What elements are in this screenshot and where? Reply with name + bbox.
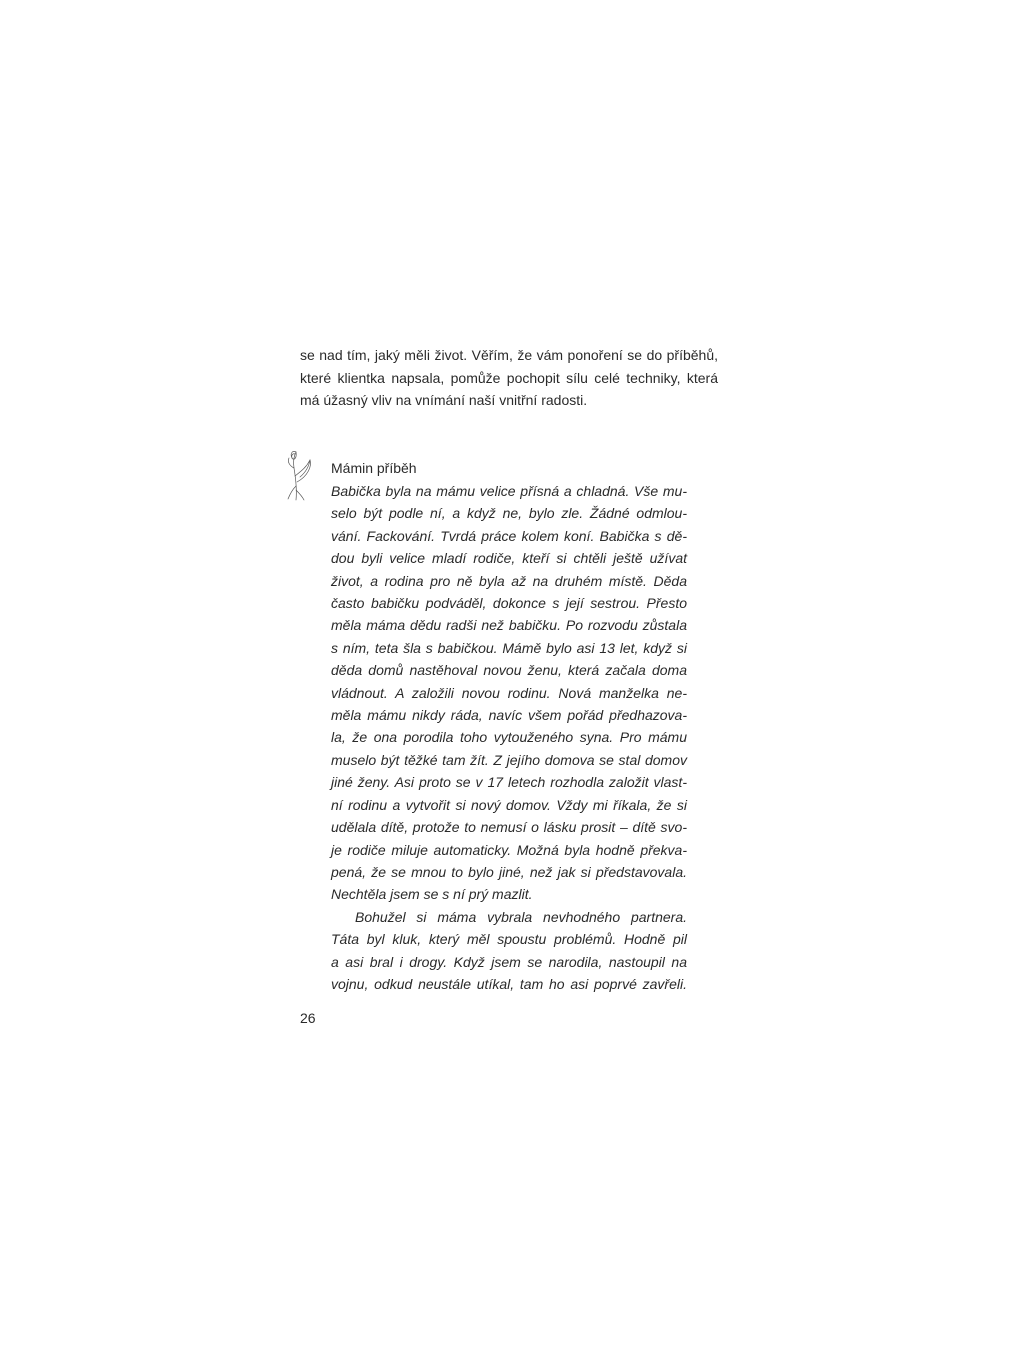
story-line: pená, že se mnou to bylo jiné, než jak si představovala. xyxy=(331,863,687,880)
story-line: s ním, teta šla s babičkou. Mámě bylo asi 13 let, když si xyxy=(331,639,687,656)
story-line: měla mámu nikdy ráda, navíc všem pořád předhazova- xyxy=(331,707,687,724)
story-line: la, že ona porodila toho vytouženého syna. Pro mámu xyxy=(331,729,687,746)
page-number: 26 xyxy=(300,1010,316,1026)
story-line: ní rodinu a vytvořit si nový domov. Vždy mi říkala, že si xyxy=(331,796,687,813)
story-line: měla máma dědu radši než babičku. Po rozvodu zůstala xyxy=(331,617,687,634)
story-line: dou byli velice mladí rodiče, kteří si chtěli ještě užívat xyxy=(331,550,687,567)
story-line: muselo být těžké tam žít. Z jejího domova se stal domov xyxy=(331,751,687,768)
story-line: Nechtěla jsem se s ní prý mazlit. xyxy=(331,886,533,903)
story-line: Táta byl kluk, který měl spoustu problémů. Hodně pil xyxy=(331,931,687,948)
flower-icon xyxy=(282,446,318,502)
story-line: Bohužel si máma vybrala nevhodného partnera. xyxy=(355,908,687,925)
story-line: vládnout. A založili novou rodinu. Nová manželka ne- xyxy=(331,684,687,701)
story-title: Mámin příběh xyxy=(331,460,417,476)
story-line: vojnu, odkud neustále utíkal, tam ho asi poprvé zavřeli. xyxy=(331,975,687,992)
story-line: často babičku podváděl, dokonce s její sestrou. Přesto xyxy=(331,595,687,612)
story-line: děda domů nastěhoval novou ženu, která začala doma xyxy=(331,662,687,679)
intro-line: má úžasný vliv na vnímání naší vnitřní radosti. xyxy=(300,392,588,408)
story-line: život, a rodina pro ně byla až na druhém místě. Děda xyxy=(331,572,687,589)
story-line: udělala dítě, protože to nemusí o lásku prosit – dítě svo- xyxy=(331,819,687,836)
intro-paragraph xyxy=(300,344,718,412)
story-line: je rodiče miluje automaticky. Možná byla hodně překva- xyxy=(331,841,687,858)
story-line: Babička byla na mámu velice přísná a chladná. Vše mu- xyxy=(331,483,687,499)
story-line: selo být podle ní, a když ne, bylo zle. Žádné odmlou- xyxy=(331,505,687,522)
story-line: jiné ženy. Asi proto se v 17 letech rozhodla založit vlast- xyxy=(331,774,687,791)
story-line: vání. Fackování. Tvrdá práce kolem koní. Babička s dě- xyxy=(331,527,687,544)
story-text xyxy=(331,480,687,995)
intro-line: které klientka napsala, pomůže pochopit sílu celé techniky, která xyxy=(300,369,718,386)
intro-line: se nad tím, jaký měli život. Věřím, že vám ponoření se do příběhů, xyxy=(300,347,718,363)
story-line: a asi bral i drogy. Když jsem se narodila, nastoupil na xyxy=(331,953,687,970)
